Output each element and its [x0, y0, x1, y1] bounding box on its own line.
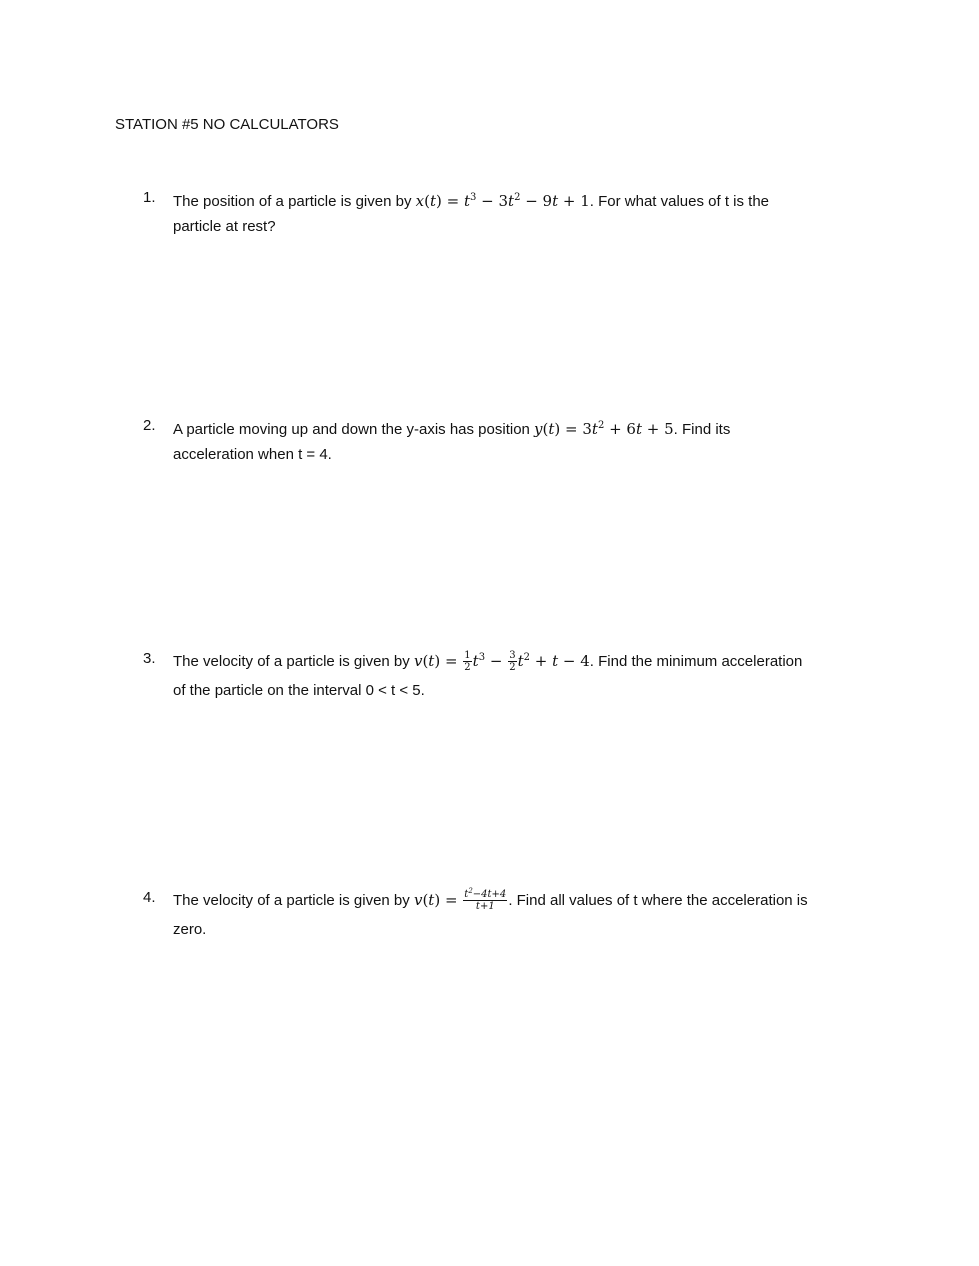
- problem-number: 1.: [143, 189, 156, 206]
- equation-position: $x(t) = t^3 - 3t^2 - 9t + 1$: [415, 192, 590, 210]
- problem-line2: of the particle on the interval 0 < t < 5.: [173, 682, 425, 699]
- fraction: $\frac{1}{2}$: [464, 650, 471, 673]
- problem-text: [173, 886, 873, 944]
- problem-line2: particle at rest?: [173, 218, 276, 235]
- problem-number: 4.: [143, 889, 156, 906]
- problem-intro: The velocity of a particle is given by: [173, 892, 414, 909]
- problem-3: [143, 647, 873, 705]
- problem-question: . Find its: [673, 421, 731, 438]
- problem-text: [173, 647, 873, 705]
- fraction: $\frac{t^2-4t+4}{t+1}$: [464, 887, 507, 912]
- equation-position: $y(t) = 3t^2 + 6t + 5$: [534, 420, 674, 438]
- problem-2: [143, 417, 873, 467]
- equation-velocity: v(t) = $\frac{t^2-4t+4}{t+1}$: [413, 887, 507, 912]
- problem-intro: The position of a particle is given by: [173, 193, 416, 210]
- problem-1: [143, 189, 873, 239]
- problem-question: . For what values of t is the: [589, 193, 770, 210]
- problem-text: [173, 189, 873, 239]
- problem-intro: A particle moving up and down the y-axis has position: [173, 421, 535, 438]
- problem-number: 3.: [143, 650, 156, 667]
- problem-question: . Find all values of t where the acceleration is: [508, 892, 808, 909]
- problem-text: [173, 417, 873, 467]
- problem-4: [143, 886, 873, 944]
- fraction: $\frac{3}{2}$: [509, 650, 516, 673]
- page-title: STATION #5 NO CALCULATORS: [115, 116, 339, 133]
- problem-line2: zero.: [173, 921, 207, 938]
- problem-number: 2.: [143, 417, 156, 434]
- equation-velocity: v(t) = $\frac{1}{2}$ $t^3$ − $\frac{3}{2}$ $t^2 + t - 4$: [413, 650, 590, 673]
- problem-question: . Find the minimum acceleration: [589, 653, 803, 670]
- problem-intro: The velocity of a particle is given by: [173, 653, 414, 670]
- problem-line2: acceleration when t = 4.: [173, 446, 332, 463]
